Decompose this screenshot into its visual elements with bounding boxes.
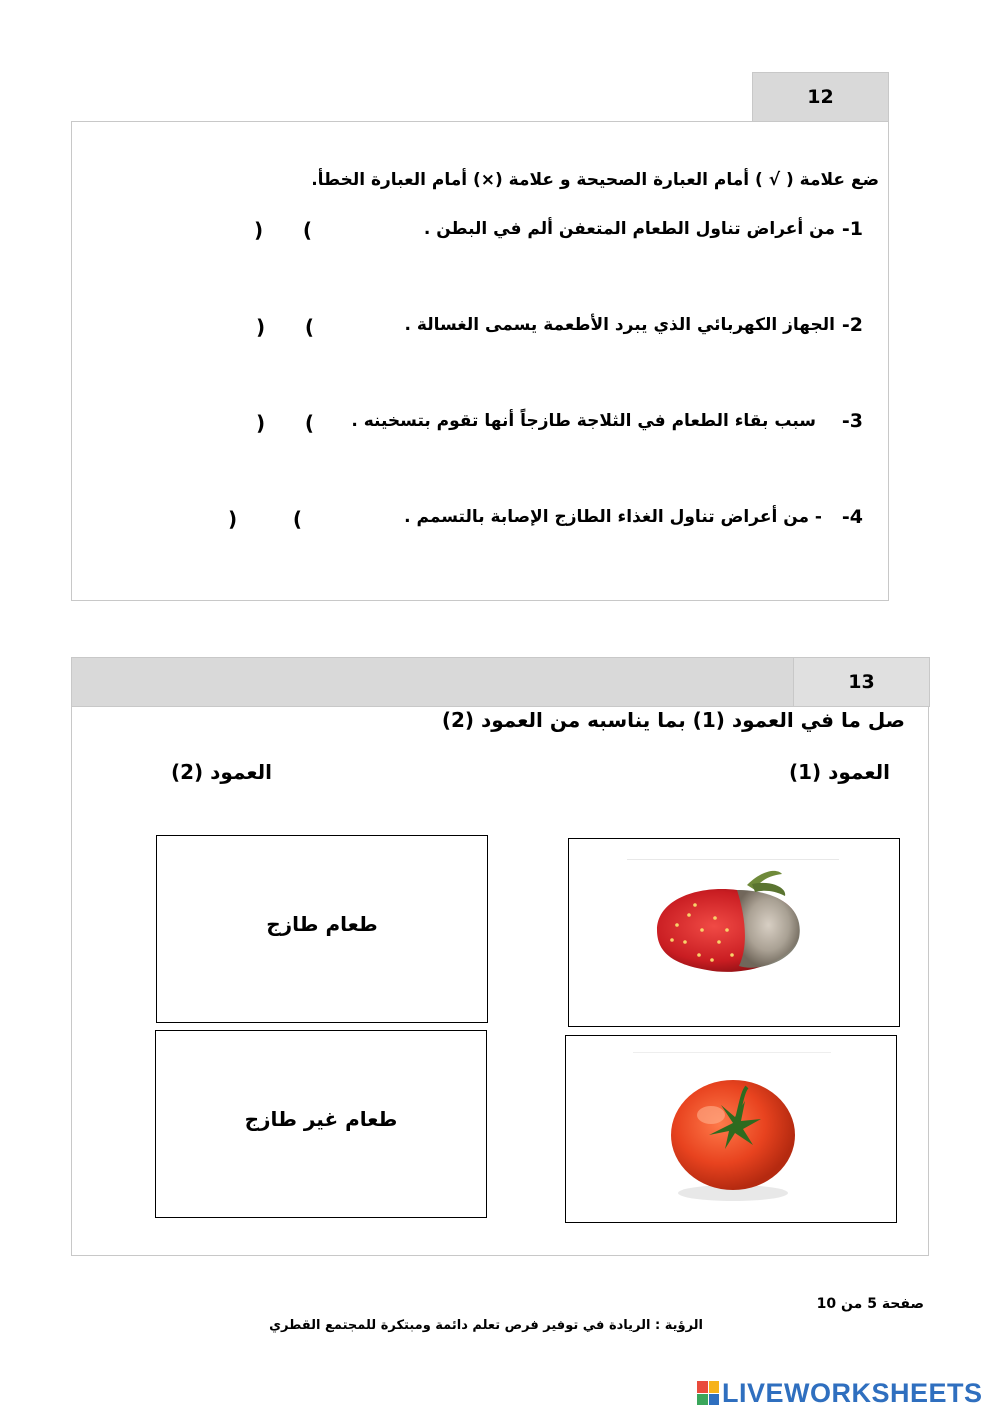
option-not-fresh-food: طعام غير طازج xyxy=(244,1107,398,1131)
page-of: من xyxy=(841,1296,863,1312)
page-number xyxy=(817,1296,924,1312)
column1-image-box-2[interactable] xyxy=(565,1035,897,1223)
q12-item-2-close: ) xyxy=(256,315,266,339)
column2-option-box-1[interactable] xyxy=(156,835,488,1023)
column1-image-box-1[interactable] xyxy=(568,838,900,1027)
brand-name: LIVEWORKSHEETS xyxy=(722,1377,983,1408)
q12-item-3-answer[interactable] xyxy=(252,409,322,439)
q12-item-2-open: ( xyxy=(304,315,314,339)
page-total: 10 xyxy=(816,1296,837,1312)
q12-item-4-num: -4 xyxy=(841,506,863,528)
page-current: 5 xyxy=(867,1296,877,1312)
q12-item-2-text: الجهاز الكهربائي الذي يبرد الأطعمة يسمى الغسالة . xyxy=(404,315,835,335)
strawberry-image-frame xyxy=(627,859,839,1000)
q12-item-3-num: -3 xyxy=(841,410,863,432)
q12-item-4-close: ) xyxy=(228,507,238,531)
q12-instruction: ضع علامة ( √ ) أمام العبارة الصحيحة و علامة (×) أمام العبارة الخطأ. xyxy=(311,170,879,190)
liveworksheets-icon xyxy=(697,1381,719,1405)
q13-header-bar xyxy=(71,657,794,707)
tomato-image-frame xyxy=(633,1052,831,1213)
q12-item-1-answer[interactable] xyxy=(250,216,320,246)
q12-item-4-open: ( xyxy=(292,507,302,531)
q12-panel xyxy=(71,121,889,601)
q12-item-1-text: من أعراض تناول الطعام المتعفن ألم في البطن . xyxy=(423,219,835,239)
q12-item-3-text: سبب بقاء الطعام في الثلاجة طازجاً أنها تقوم بتسخينه . xyxy=(351,411,816,431)
q12-item-4-answer[interactable] xyxy=(224,505,308,535)
q12-item-1-num: -1 xyxy=(841,218,863,240)
q12-item-1-close: ) xyxy=(254,218,264,242)
fresh-tomato-icon xyxy=(633,1053,831,1213)
q12-number-box xyxy=(752,72,889,122)
q13-column2-header: العمود (2) xyxy=(170,760,272,784)
q12-number: 12 xyxy=(807,86,834,108)
q12-item-2-num: -2 xyxy=(841,314,863,336)
q12-item-1-open: ( xyxy=(302,218,312,242)
q13-column1-header: العمود (1) xyxy=(788,760,890,784)
q13-number-box xyxy=(793,657,930,707)
option-fresh-food: طعام طازج xyxy=(266,912,378,936)
page-label: صفحة xyxy=(881,1296,924,1312)
q13-instruction: صل ما في العمود (1) بما يناسبه من العمود (2) xyxy=(441,708,905,732)
q12-item-3-close: ) xyxy=(256,411,266,435)
q12-item-2-answer[interactable] xyxy=(252,313,322,343)
vision-statement: الرؤية : الريادة في توفير فرص تعلم دائمة ومبتكرة للمجتمع القطري xyxy=(269,1318,703,1333)
q13-number: 13 xyxy=(848,671,875,693)
q12-item-3-open: ( xyxy=(304,411,314,435)
q12-item-4-text: - من أعراض تناول الغذاء الطازج الإصابة بالتسمم . xyxy=(404,507,822,527)
column2-option-box-2[interactable] xyxy=(155,1030,487,1218)
rotten-strawberry-icon xyxy=(627,860,839,1000)
brand-logo[interactable] xyxy=(697,1378,983,1408)
